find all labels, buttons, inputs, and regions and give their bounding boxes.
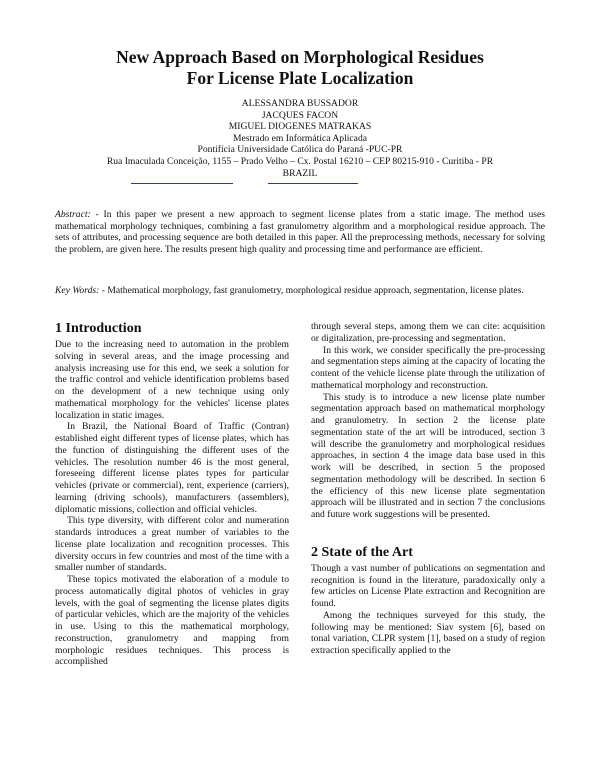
abstract-text: In this paper we present a new approach to segment license plates from a static image. The method uses mathematical morphology techniques, combining a fast granulometry algorithm and a morphological residue approach. The sets of attributes, and processing sequence are both detailed in this paper. All the preprocessing methods, necessary for solving the problem, are given here. The results present high quality and processing time and performance are efficient. [55,209,545,256]
paragraph: These topics motivated the elaboration of a module to process automatically digital photos of vehicles in gray levels, with the goal of segmenting the license plates digits of particular vehicles, which are the majority of the vehicles in use. Using to this the mathematical morphology, reconstruction, granulometry and mapping from morphologic residues techniques. This process is accomplished [55,574,289,668]
paragraph: Due to the increasing need to automation in the problem solving in several areas, and the image processing and analysis increasing use for this end, we seek a solution for the traffic control and vehicle identification problems based on the development of a new technique using only mathematical morphology for the vehicles' license plates localization in static images. [55,339,289,421]
affiliation-line: Mestrado em Informática Aplicada [233,132,367,144]
paragraph: This type diversity, with different color and numeration standards introduces a great number of variables to the license plate localization and recognition processes. This diversity occurs in few countries and most of the time with a smaller number of standards. [55,515,289,574]
paragraph: Though a vast number of publications on segmentation and recognition is found in the literature, paradoxically only a few articles on License Plate extraction and Recognition are found. [311,562,545,609]
keywords [55,285,545,297]
section-heading: 1 Introduction [55,321,142,336]
title-line-2: For License Plate Localization [186,68,414,88]
keywords-text: Mathematical morphology, fast granulometry, morphological residue approach, segmentation, license plates. [104,285,524,296]
title-line-1: New Approach Based on Morphological Residues [116,47,484,67]
author-name: ALESSANDRA BUSSADOR [241,98,359,109]
author-name: MIGUEL DIOGENES MATRAKAS [228,121,372,133]
right-column [311,321,545,657]
abstract-label: Abstract: - [55,209,99,220]
author-name: JACQUES FACON [261,109,339,121]
affiliation-line: BRAZIL [282,167,318,179]
paragraph: This study is to introduce a new license plate number segmentation approach based on mathematical morphology and granulometry. In section 2 the license plate segmentation state of the art will be introduced, section 3 will describe the granulometry and morphological residues approaches, in section 4 the image data base used in this work will be described, in section 5 the proposed segmentation methodology will be described. In section 6 the efficiency of this new license plate segmentation approach will be illustrated and in section 7 the conclusions and future work suggestions will be presented. [311,391,545,520]
email-link-underline[interactable] [131,183,233,184]
section-heading: 2 State of the Art [311,544,413,560]
paragraph: In Brazil, the National Board of Traffic (Contran) established eight different types of license plates, which has the function of distinguishing the different uses of the vehicles. The resolution number 46 is the most general, foreseeing different license plates types for particular vehicles (private or commercial), rent, experience (carriers), learning (driving schools), manufacturers (assemblers), diplomatic missions, collection and official vehicles. [55,421,289,515]
paragraph: through several steps, among them we can cite: acquisition or digitalization, pre-processing and segmentation. [311,321,545,344]
affiliation-line: Pontifícia Universidade Católica do Paraná -PUC-PR [197,144,403,156]
paragraph: In this work, we consider specifically the pre-processing and segmentation steps aiming at the capacity of locating the content of the vehicle license plate through the utilization of mathematical morphology and reconstruction. [311,344,545,391]
abstract [55,209,545,256]
email-links [131,183,471,185]
keywords-label: Key Words: - [55,285,105,296]
paragraph: Among the techniques surveyed for this study, the following may be mentioned: Siav system [6], based on tonal variation, CLPR system [1], based on a study of region extraction specifically applied to the [311,609,545,656]
email-link-underline[interactable] [268,183,358,184]
paper-title [0,47,600,89]
affiliation-line: Rua Imaculada Conceição, 1155 – Prado Velho – Cx. Postal 16210 – CEP 80215-910 - Curitiba - PR [106,155,494,167]
left-column [55,321,289,668]
author-block [0,98,600,179]
